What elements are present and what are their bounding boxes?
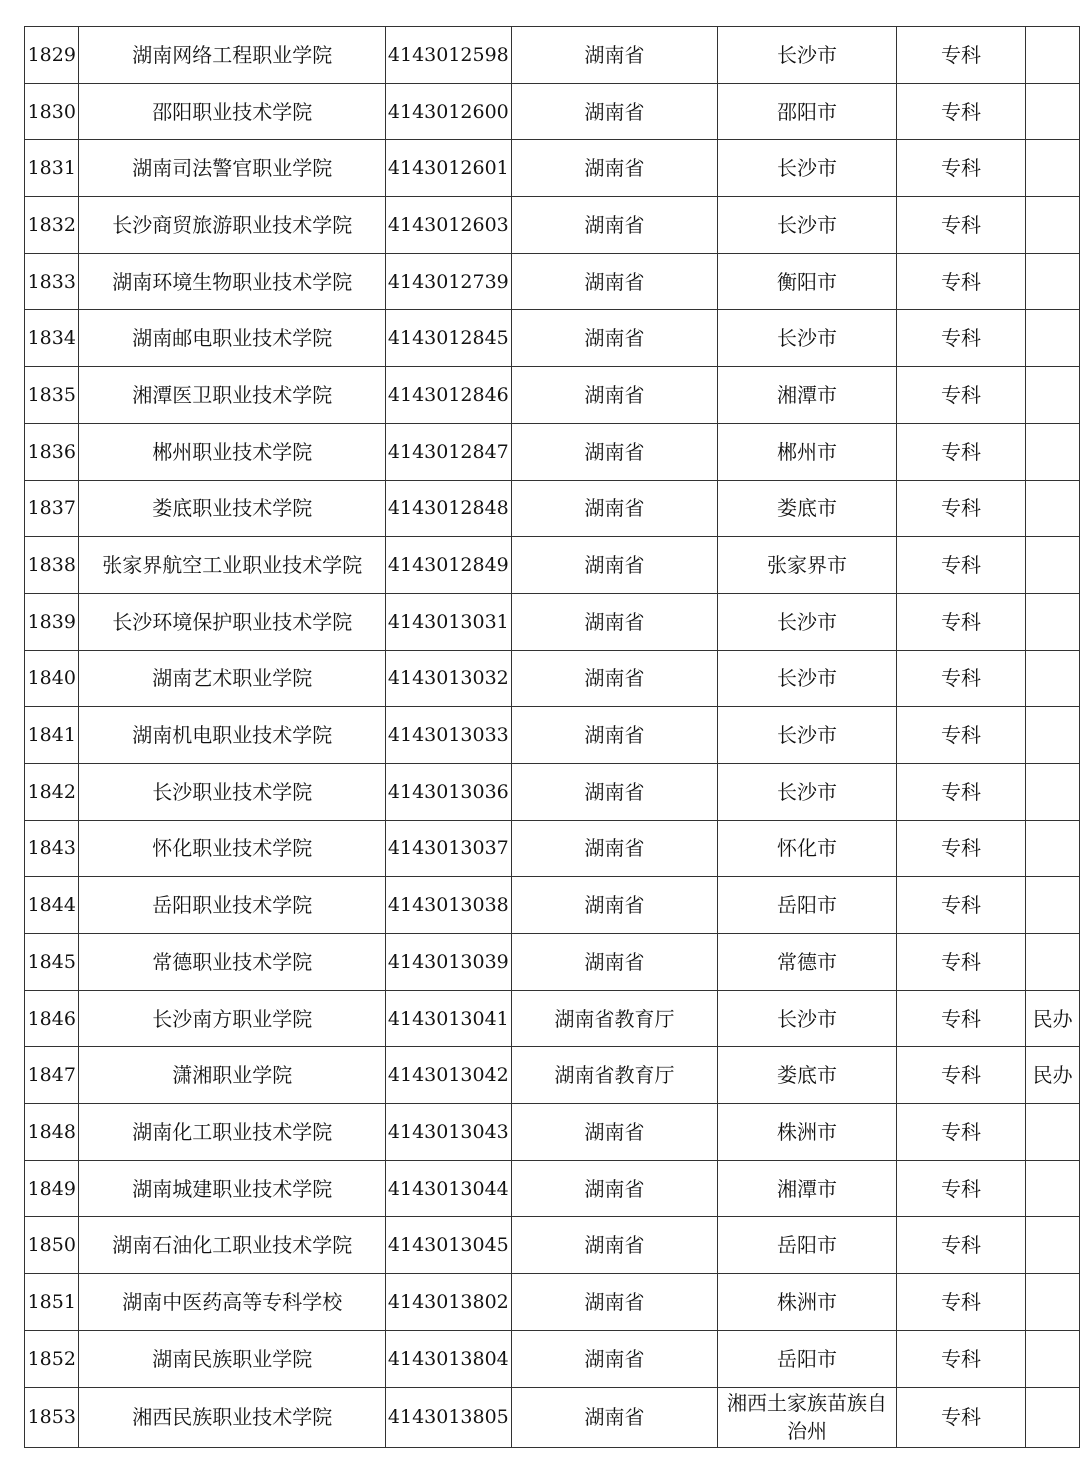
note-cell: 民办 [1026,1047,1080,1104]
education-level-cell: 专科 [896,1160,1025,1217]
note-cell [1026,1274,1080,1331]
table-row [25,1274,1080,1331]
row-number-cell: 1849 [25,1160,79,1217]
institution-code-cell: 4143012601 [386,140,512,197]
city-cell: 怀化市 [718,820,897,877]
institution-name-cell: 长沙南方职业学院 [79,990,386,1047]
education-level-cell: 专科 [896,1387,1025,1447]
row-number-cell: 1839 [25,593,79,650]
row-number-cell: 1845 [25,934,79,991]
note-cell [1026,27,1080,84]
institution-code-cell: 4143012739 [386,253,512,310]
row-number-cell: 1835 [25,367,79,424]
institution-name-cell: 长沙商贸旅游职业技术学院 [79,197,386,254]
row-number-cell: 1850 [25,1217,79,1274]
institution-code-cell: 4143012849 [386,537,512,594]
institution-code-cell: 4143012600 [386,83,512,140]
authority-cell: 湖南省 [511,140,718,197]
education-level-cell: 专科 [896,310,1025,367]
institution-code-cell: 4143013036 [386,763,512,820]
institution-name-cell: 郴州职业技术学院 [79,423,386,480]
table-row [25,537,1080,594]
education-level-cell: 专科 [896,990,1025,1047]
table-row [25,197,1080,254]
note-cell [1026,1330,1080,1387]
institution-name-cell: 长沙环境保护职业技术学院 [79,593,386,650]
authority-cell: 湖南省 [511,1274,718,1331]
note-cell [1026,650,1080,707]
education-level-cell: 专科 [896,83,1025,140]
institution-code-cell: 4143013041 [386,990,512,1047]
institution-code-cell: 4143013042 [386,1047,512,1104]
note-cell [1026,1387,1080,1447]
institution-code-cell: 4143012598 [386,27,512,84]
row-number-cell: 1833 [25,253,79,310]
note-cell [1026,877,1080,934]
city-cell: 衡阳市 [718,253,897,310]
education-level-cell: 专科 [896,820,1025,877]
city-cell: 长沙市 [718,593,897,650]
authority-cell: 湖南省 [511,310,718,367]
education-level-cell: 专科 [896,367,1025,424]
table-row [25,934,1080,991]
education-level-cell: 专科 [896,197,1025,254]
table-row [25,83,1080,140]
city-cell: 长沙市 [718,310,897,367]
institution-name-cell: 湖南邮电职业技术学院 [79,310,386,367]
authority-cell: 湖南省 [511,593,718,650]
city-cell: 湘潭市 [718,367,897,424]
city-cell: 张家界市 [718,537,897,594]
institutions-table [24,26,1080,1448]
education-level-cell: 专科 [896,593,1025,650]
education-level-cell: 专科 [896,480,1025,537]
authority-cell: 湖南省 [511,367,718,424]
authority-cell: 湖南省 [511,707,718,764]
authority-cell: 湖南省 [511,537,718,594]
education-level-cell: 专科 [896,1217,1025,1274]
authority-cell: 湖南省 [511,650,718,707]
note-cell [1026,423,1080,480]
table-row [25,423,1080,480]
row-number-cell: 1840 [25,650,79,707]
table-row [25,1104,1080,1161]
institution-name-cell: 湖南司法警官职业学院 [79,140,386,197]
table-row [25,1387,1080,1447]
institution-code-cell: 4143013043 [386,1104,512,1161]
authority-cell: 湖南省教育厅 [511,990,718,1047]
institution-code-cell: 4143013045 [386,1217,512,1274]
institution-code-cell: 4143013038 [386,877,512,934]
table-row [25,367,1080,424]
institution-name-cell: 岳阳职业技术学院 [79,877,386,934]
institution-name-cell: 湖南化工职业技术学院 [79,1104,386,1161]
table-row [25,877,1080,934]
institution-name-cell: 湖南机电职业技术学院 [79,707,386,764]
note-cell [1026,707,1080,764]
note-cell [1026,820,1080,877]
note-cell [1026,253,1080,310]
table-row [25,310,1080,367]
city-cell: 长沙市 [718,27,897,84]
authority-cell: 湖南省 [511,934,718,991]
row-number-cell: 1852 [25,1330,79,1387]
education-level-cell: 专科 [896,934,1025,991]
city-cell: 娄底市 [718,480,897,537]
institution-code-cell: 4143013044 [386,1160,512,1217]
city-cell: 湘潭市 [718,1160,897,1217]
authority-cell: 湖南省 [511,820,718,877]
authority-cell: 湖南省教育厅 [511,1047,718,1104]
authority-cell: 湖南省 [511,253,718,310]
table-row [25,1330,1080,1387]
education-level-cell: 专科 [896,1104,1025,1161]
city-cell: 长沙市 [718,650,897,707]
note-cell: 民办 [1026,990,1080,1047]
authority-cell: 湖南省 [511,1217,718,1274]
table-row [25,763,1080,820]
row-number-cell: 1834 [25,310,79,367]
table-row [25,820,1080,877]
table-row [25,1160,1080,1217]
city-cell: 株洲市 [718,1274,897,1331]
row-number-cell: 1829 [25,27,79,84]
table-row [25,1047,1080,1104]
city-cell: 长沙市 [718,990,897,1047]
city-cell: 岳阳市 [718,877,897,934]
row-number-cell: 1830 [25,83,79,140]
institution-code-cell: 4143012603 [386,197,512,254]
city-cell: 长沙市 [718,707,897,764]
row-number-cell: 1853 [25,1387,79,1447]
row-number-cell: 1837 [25,480,79,537]
table-row [25,253,1080,310]
institution-code-cell: 4143013802 [386,1274,512,1331]
institution-name-cell: 湖南城建职业技术学院 [79,1160,386,1217]
table-row [25,707,1080,764]
authority-cell: 湖南省 [511,27,718,84]
authority-cell: 湖南省 [511,480,718,537]
institution-code-cell: 4143012847 [386,423,512,480]
institution-code-cell: 4143012846 [386,367,512,424]
institution-code-cell: 4143013031 [386,593,512,650]
education-level-cell: 专科 [896,27,1025,84]
row-number-cell: 1844 [25,877,79,934]
note-cell [1026,593,1080,650]
city-cell: 娄底市 [718,1047,897,1104]
education-level-cell: 专科 [896,423,1025,480]
education-level-cell: 专科 [896,140,1025,197]
city-cell: 常德市 [718,934,897,991]
note-cell [1026,1160,1080,1217]
city-cell: 郴州市 [718,423,897,480]
table-row [25,480,1080,537]
row-number-cell: 1838 [25,537,79,594]
note-cell [1026,367,1080,424]
authority-cell: 湖南省 [511,197,718,254]
row-number-cell: 1843 [25,820,79,877]
authority-cell: 湖南省 [511,423,718,480]
note-cell [1026,1217,1080,1274]
table-row [25,593,1080,650]
education-level-cell: 专科 [896,877,1025,934]
institution-name-cell: 娄底职业技术学院 [79,480,386,537]
city-cell: 长沙市 [718,140,897,197]
note-cell [1026,763,1080,820]
education-level-cell: 专科 [896,1330,1025,1387]
institution-name-cell: 湖南民族职业学院 [79,1330,386,1387]
city-cell: 株洲市 [718,1104,897,1161]
institution-code-cell: 4143013037 [386,820,512,877]
institution-name-cell: 湖南环境生物职业技术学院 [79,253,386,310]
education-level-cell: 专科 [896,253,1025,310]
row-number-cell: 1847 [25,1047,79,1104]
row-number-cell: 1851 [25,1274,79,1331]
row-number-cell: 1832 [25,197,79,254]
education-level-cell: 专科 [896,763,1025,820]
authority-cell: 湖南省 [511,83,718,140]
note-cell [1026,140,1080,197]
education-level-cell: 专科 [896,650,1025,707]
authority-cell: 湖南省 [511,763,718,820]
row-number-cell: 1846 [25,990,79,1047]
city-cell: 长沙市 [718,197,897,254]
row-number-cell: 1836 [25,423,79,480]
table-row [25,140,1080,197]
institution-name-cell: 怀化职业技术学院 [79,820,386,877]
institution-name-cell: 湖南石油化工职业技术学院 [79,1217,386,1274]
note-cell [1026,83,1080,140]
education-level-cell: 专科 [896,1274,1025,1331]
city-cell: 岳阳市 [718,1330,897,1387]
institution-name-cell: 湘西民族职业技术学院 [79,1387,386,1447]
note-cell [1026,537,1080,594]
institution-name-cell: 常德职业技术学院 [79,934,386,991]
institution-code-cell: 4143013804 [386,1330,512,1387]
education-level-cell: 专科 [896,537,1025,594]
institution-code-cell: 4143013033 [386,707,512,764]
table-row [25,990,1080,1047]
city-cell: 邵阳市 [718,83,897,140]
institution-code-cell: 4143012845 [386,310,512,367]
institution-name-cell: 邵阳职业技术学院 [79,83,386,140]
institution-name-cell: 长沙职业技术学院 [79,763,386,820]
institution-name-cell: 湘潭医卫职业技术学院 [79,367,386,424]
institution-name-cell: 湖南中医药高等专科学校 [79,1274,386,1331]
institution-code-cell: 4143012848 [386,480,512,537]
education-level-cell: 专科 [896,1047,1025,1104]
note-cell [1026,480,1080,537]
row-number-cell: 1848 [25,1104,79,1161]
institution-name-cell: 湖南艺术职业学院 [79,650,386,707]
row-number-cell: 1831 [25,140,79,197]
institution-code-cell: 4143013032 [386,650,512,707]
education-level-cell: 专科 [896,707,1025,764]
city-cell: 湘西土家族苗族自治州 [718,1387,897,1447]
institution-name-cell: 张家界航空工业职业技术学院 [79,537,386,594]
authority-cell: 湖南省 [511,1160,718,1217]
institution-name-cell: 湖南网络工程职业学院 [79,27,386,84]
table-row [25,1217,1080,1274]
table-body [25,27,1080,1448]
authority-cell: 湖南省 [511,1330,718,1387]
institution-code-cell: 4143013805 [386,1387,512,1447]
row-number-cell: 1842 [25,763,79,820]
table-row [25,650,1080,707]
institution-code-cell: 4143013039 [386,934,512,991]
note-cell [1026,310,1080,367]
note-cell [1026,1104,1080,1161]
authority-cell: 湖南省 [511,1104,718,1161]
authority-cell: 湖南省 [511,1387,718,1447]
city-cell: 岳阳市 [718,1217,897,1274]
authority-cell: 湖南省 [511,877,718,934]
institution-name-cell: 潇湘职业学院 [79,1047,386,1104]
city-cell: 长沙市 [718,763,897,820]
table-row [25,27,1080,84]
row-number-cell: 1841 [25,707,79,764]
note-cell [1026,197,1080,254]
note-cell [1026,934,1080,991]
